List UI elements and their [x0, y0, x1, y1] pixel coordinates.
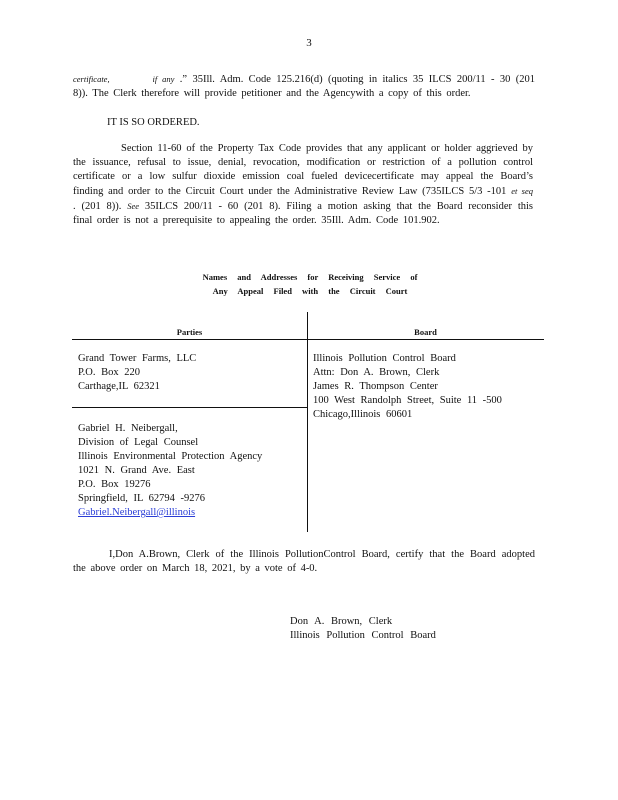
- italic-see: See: [127, 201, 139, 211]
- service-heading-line2: Any Appeal Filed with the Circuit Court: [212, 286, 408, 296]
- board-line: Chicago,Illinois 60601: [313, 409, 413, 420]
- party2-line: Illinois Environmental Protection Agency: [78, 451, 263, 462]
- signature-block: [290, 615, 436, 643]
- paragraph-quote-text: .” 35Ill. Adm. Code 125.216(d) (quoting in italics 35 ILCS 200/11 - 30 (201 8)). The Clerk therefore will provide petitioner and the Agencywith a copy of this order.: [73, 74, 536, 99]
- italic-et-seq: et seq: [511, 186, 533, 196]
- signature-name: Don A. Brown, Clerk: [290, 616, 393, 627]
- board-line: Attn: Don A. Brown, Clerk: [313, 367, 440, 378]
- table-header-rule: [72, 339, 544, 340]
- page-number: 3: [306, 37, 312, 49]
- party1-line: Carthage,IL 62321: [78, 381, 160, 392]
- parties-header: Parties: [176, 327, 203, 337]
- table-party-divider: [72, 407, 307, 408]
- paragraph-appeal: [73, 142, 533, 228]
- party2-line: P.O. Box 19276: [78, 479, 151, 490]
- appeal-text-2: . (201 8)).: [73, 201, 128, 212]
- party2-line: 1021 N. Grand Ave. East: [78, 465, 195, 476]
- service-heading-line1: Names and Addresses for Receiving Service of: [202, 272, 418, 282]
- board-line: Illinois Pollution Control Board: [313, 353, 456, 364]
- board-header: Board: [414, 327, 437, 337]
- table-vertical-divider: [307, 312, 308, 532]
- signature-org: Illinois Pollution Control Board: [290, 630, 436, 641]
- service-heading: [150, 270, 470, 298]
- party2-line: Division of Legal Counsel: [78, 437, 199, 448]
- email-link[interactable]: Gabriel.Neibergall@illinois: [78, 507, 196, 518]
- party1-line: P.O. Box 220: [78, 367, 141, 378]
- italic-certificate: certificate,: [73, 74, 110, 84]
- party-neibergall: [78, 422, 262, 520]
- party2-line: Springfield, IL 62794 -9276: [78, 493, 206, 504]
- appeal-text-3: 35ILCS 200/11 - 60 (201 8). Filing a motion asking that the Board reconsider this final order is not a prerequisite to appealing the order. 35Ill. Adm. Code 101.902.: [73, 201, 533, 226]
- party2-line: Gabriel H. Neibergall,: [78, 423, 178, 434]
- appeal-text-1: Section 11-60 of the Property Tax Code provides that any applicant or holder aggrieved by the issuance, refusal to issue, denial, revocation, modification or restriction of a pollution control certificate or a low sulfur dioxide emission coal fueled devicecertificate may appeal the Board’s finding and order to the Circuit Court under the Administrative Review Law (735ILCS 5/3 -101: [73, 143, 533, 197]
- certification: I,Don A.Brown, Clerk of the Illinois PollutionControl Board, certify that the Board adopted the above order on March 18, 2021, by a vote of 4-0.: [73, 549, 535, 574]
- board-line: 100 West Randolph Street, Suite 11 -500: [313, 395, 502, 406]
- board-address: [313, 352, 502, 422]
- paragraph-quote: [73, 72, 535, 101]
- board-line: James R. Thompson Center: [313, 381, 438, 392]
- party-grand-tower: [78, 352, 196, 394]
- party1-line: Grand Tower Farms, LLC: [78, 353, 197, 364]
- so-ordered: IT IS SO ORDERED.: [107, 117, 200, 128]
- italic-if-any: if any: [152, 74, 175, 84]
